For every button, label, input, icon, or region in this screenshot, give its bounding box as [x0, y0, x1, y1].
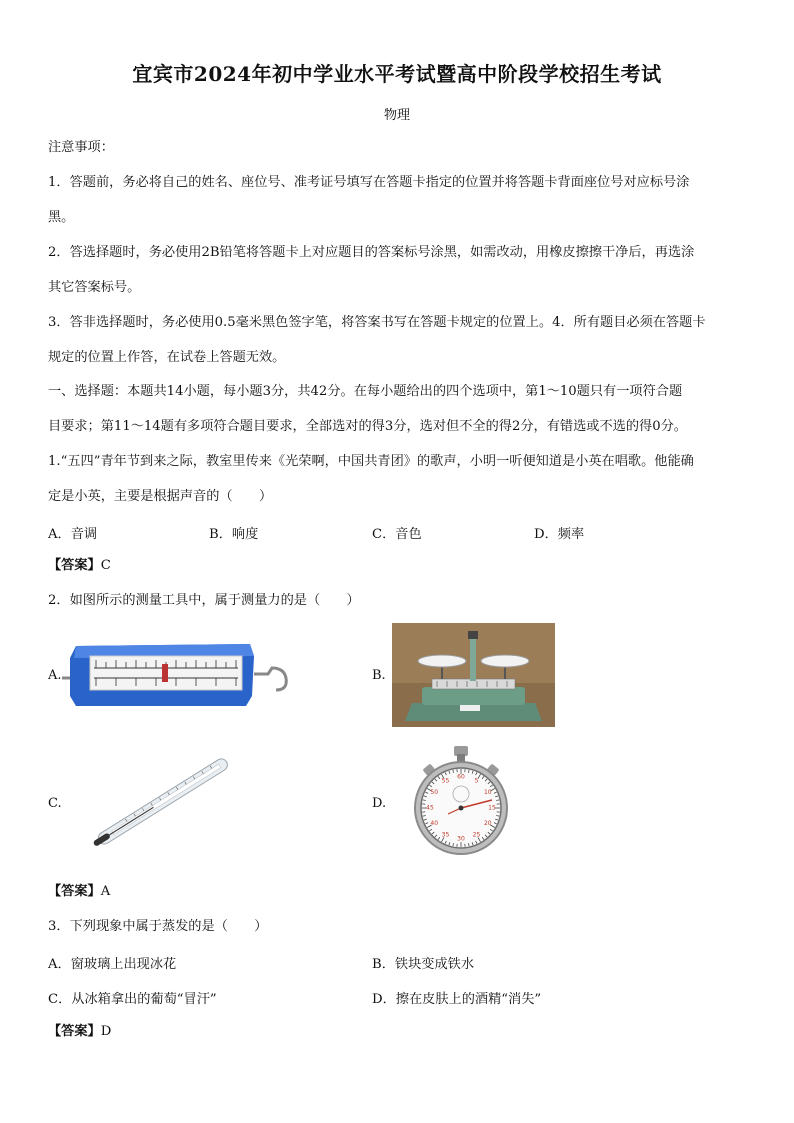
q3-option-d: D．擦在皮肤上的酒精“消失”: [372, 992, 542, 1007]
q1-answer: [48, 557, 111, 575]
q1-stem: 定是小英，主要是根据声音的（ ）: [48, 489, 273, 504]
stopwatch-number: 45: [426, 804, 434, 812]
stopwatch-number: 35: [441, 831, 450, 839]
q1-option-c: C．音色: [372, 527, 422, 542]
notice-line: 其它答案标号。: [48, 280, 141, 295]
answer-label: 【答案】: [48, 884, 101, 899]
q2-answer: [48, 883, 110, 901]
thermometer-icon: [82, 756, 242, 848]
q3-option-c: C．从冰箱拿出的葡萄“冒汗”: [48, 992, 217, 1007]
stopwatch-number: 50: [430, 789, 439, 796]
notice-line: 3．答非选择题时，务必使用0.5毫米黑色签字笔，将答案书写在答题卡规定的位置上。4．所有题目必须在答题卡: [48, 315, 706, 330]
answer-value: D: [100, 1024, 112, 1039]
stopwatch-icon: [412, 744, 510, 858]
stopwatch-number: 5: [474, 777, 479, 785]
q2-stem: 2．如图所示的测量工具中，属于测量力的是（ ）: [48, 593, 360, 608]
q1-option-a: A．音调: [48, 527, 98, 542]
stopwatch-number: 20: [483, 820, 492, 827]
balance-scale-icon: [392, 623, 555, 727]
q3-answer: [48, 1023, 111, 1041]
q1-option-b: B．响度: [209, 527, 259, 542]
exam-title: 宜宾市2024年初中学业水平考试暨高中阶段学校招生考试: [132, 62, 662, 86]
notice-line: 黑。: [48, 210, 75, 225]
q3-stem: 3．下列现象中属于蒸发的是（ ）: [48, 919, 268, 934]
section-instructions: 一、选择题：本题共14小题，每小题3分，共42分。在每小题给出的四个选项中，第1～10题只有一项符合题: [48, 384, 683, 399]
section-instructions: 目要求；第11～14题有多项符合题目要求，全部选对的得3分，选对但不全的得2分，有错选或不选的得0分。: [48, 419, 687, 434]
q2-label-a: A.: [48, 668, 62, 683]
stopwatch-number: 25: [472, 831, 481, 839]
q2-label-b: B.: [372, 668, 386, 683]
stopwatch-number: 40: [430, 820, 439, 827]
q3-option-a: A．窗玻璃上出现冰花: [48, 957, 177, 972]
notice-line: 1．答题前，务必将自己的姓名、座位号、准考证号填写在答题卡指定的位置并将答题卡背面座位号对应标号涂: [48, 175, 690, 190]
notice-heading: 注意事项：: [48, 140, 114, 155]
stopwatch-number: 10: [483, 789, 492, 796]
spring-scale-icon: [62, 638, 294, 718]
stopwatch-number: 15: [488, 804, 496, 812]
exam-subject: 物理: [383, 108, 410, 123]
stopwatch-number: 30: [457, 835, 465, 843]
q2-label-c: C.: [48, 796, 62, 811]
answer-value: A: [100, 884, 111, 899]
notice-line: 规定的位置上作答，在试卷上答题无效。: [48, 350, 286, 365]
notice-line: 2．答选择题时，务必使用2B铅笔将答题卡上对应题目的答案标号涂黑，如需改动，用橡皮擦擦干净后，再选涂: [48, 245, 695, 260]
q2-label-d: D.: [372, 796, 387, 811]
q3-option-b: B．铁块变成铁水: [372, 957, 475, 972]
answer-label: 【答案】: [48, 1024, 101, 1039]
q1-option-d: D．频率: [534, 527, 585, 542]
stopwatch-number: 55: [441, 777, 450, 785]
answer-label: 【答案】: [48, 558, 101, 573]
q1-stem: 1.“五四”青年节到来之际，教室里传来《光荣啊，中国共青团》的歌声，小明一听便知道是小英在唱歌。他能确: [48, 454, 694, 469]
stopwatch-number: 60: [457, 773, 465, 781]
answer-value: C: [100, 558, 111, 573]
